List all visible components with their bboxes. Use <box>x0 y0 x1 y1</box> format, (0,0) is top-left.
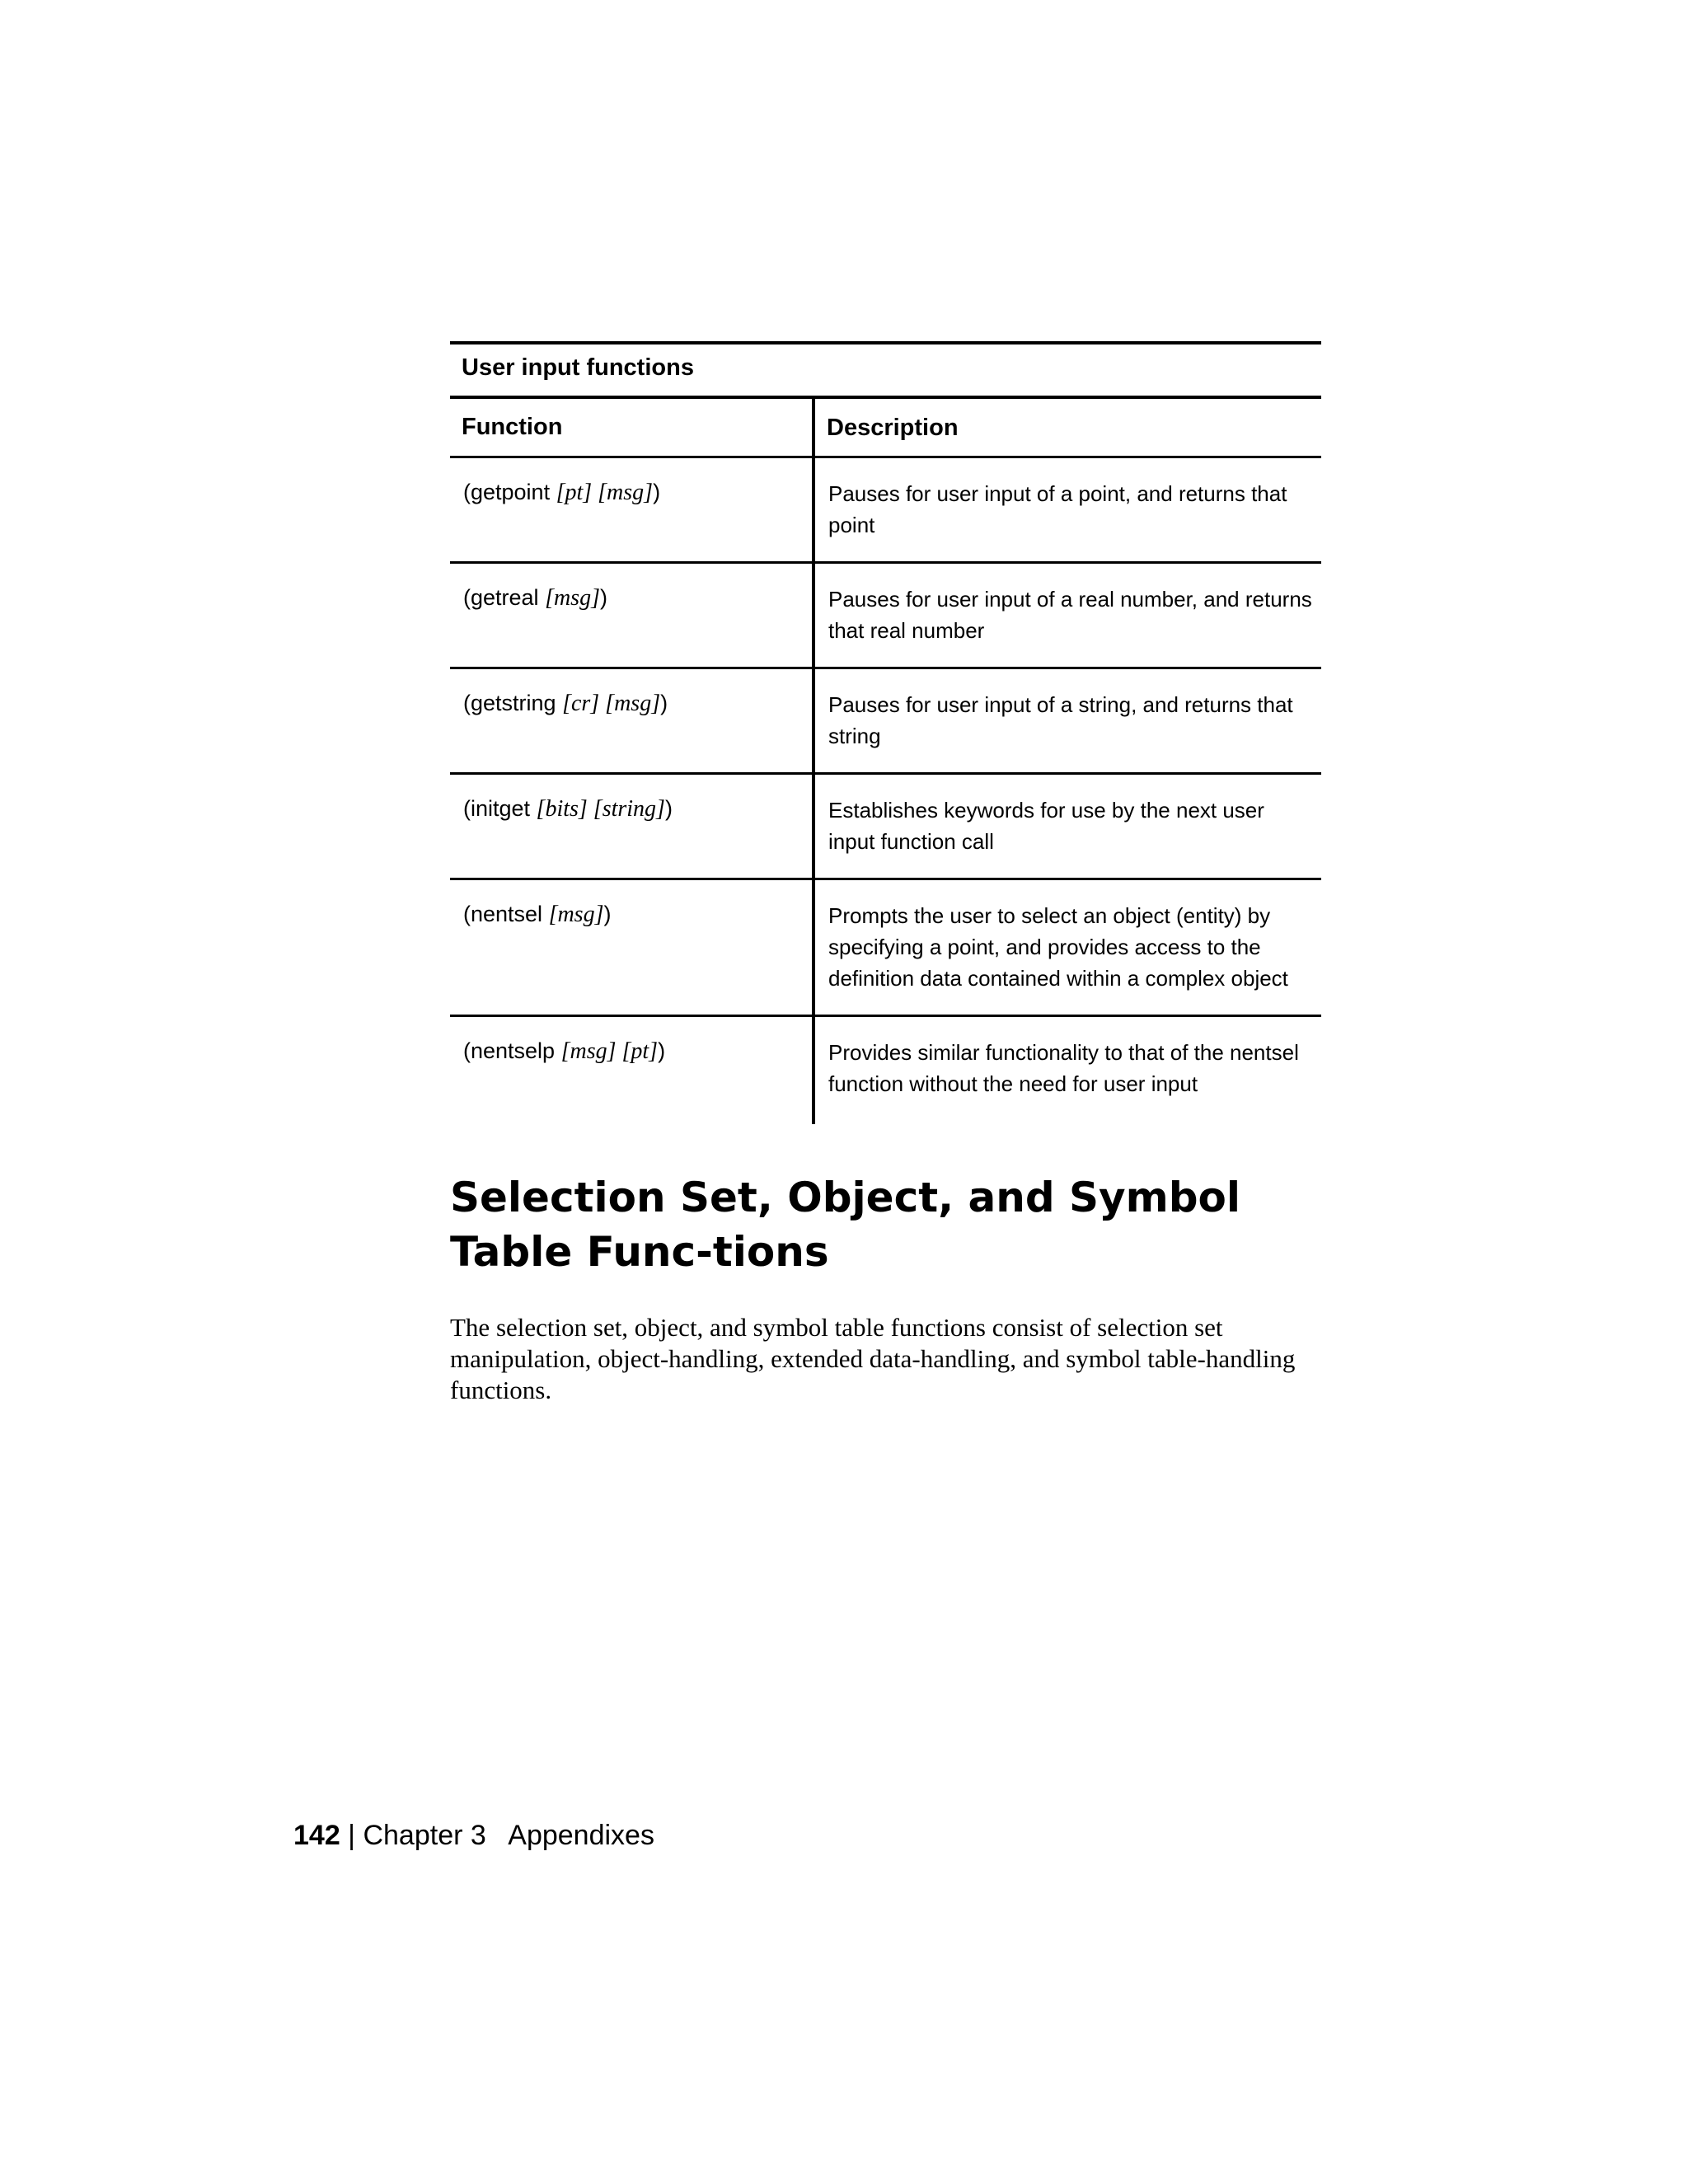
function-name: (getstring <box>463 691 563 715</box>
footer-chapter-title: Appendixes <box>508 1820 654 1851</box>
footer-separator: | <box>340 1820 363 1851</box>
function-signature <box>450 1017 815 1124</box>
column-header-function: Function <box>450 399 815 456</box>
function-args: [msg] <box>548 902 604 927</box>
table-row <box>450 564 1321 669</box>
page-footer <box>293 1818 654 1853</box>
column-header-description: Description <box>827 414 959 441</box>
function-description: Pauses for user input of a point, and returns that point <box>828 481 1287 537</box>
function-name: (initget <box>463 796 537 821</box>
table-title: User input functions <box>450 341 1321 399</box>
function-close: ) <box>603 902 612 926</box>
function-args: [msg] <box>545 585 600 611</box>
table-row <box>450 880 1321 1017</box>
function-name: (getreal <box>463 585 546 610</box>
function-signature <box>450 775 815 878</box>
function-description: Pauses for user input of a real number, and returns that real number <box>828 587 1312 643</box>
table-header-row <box>450 399 1321 458</box>
table-row <box>450 775 1321 880</box>
function-close: ) <box>660 691 668 715</box>
function-close: ) <box>664 796 673 821</box>
user-input-functions-table <box>450 341 1321 1124</box>
function-args: [cr] [msg] <box>562 691 661 716</box>
function-signature <box>450 458 815 561</box>
function-signature <box>450 564 815 667</box>
function-signature <box>450 669 815 772</box>
function-name: (nentselp <box>463 1038 561 1063</box>
function-description: Provides similar functionality to that of the nentsel function without the need for user input <box>828 1040 1299 1096</box>
table-row <box>450 669 1321 775</box>
function-args: [bits] [string] <box>536 796 665 822</box>
function-close: ) <box>658 1038 666 1063</box>
table-row <box>450 458 1321 564</box>
function-close: ) <box>599 585 607 610</box>
function-description: Establishes keywords for use by the next user input function call <box>828 798 1264 854</box>
table-row <box>450 1017 1321 1124</box>
page-number: 142 <box>293 1820 340 1851</box>
section-body-paragraph: The selection set, object, and symbol table functions consist of selection set manipulation, object-handling, extended data-handling, and symbol table-handling functions. <box>450 1313 1296 1404</box>
function-name: (nentsel <box>463 902 549 926</box>
function-signature <box>450 880 815 1015</box>
footer-chapter: Chapter 3 <box>363 1820 486 1851</box>
function-args: [msg] [pt] <box>560 1038 659 1064</box>
function-close: ) <box>653 480 661 504</box>
section-heading: Selection Set, Object, and Symbol Table Func-tions <box>450 1174 1241 1276</box>
function-description: Prompts the user to select an object (entity) by specifying a point, and provides access to the definition data contained within a complex object <box>828 903 1288 991</box>
function-description: Pauses for user input of a string, and returns that string <box>828 692 1293 748</box>
function-args: [pt] [msg] <box>556 480 654 505</box>
function-name: (getpoint <box>463 480 556 504</box>
